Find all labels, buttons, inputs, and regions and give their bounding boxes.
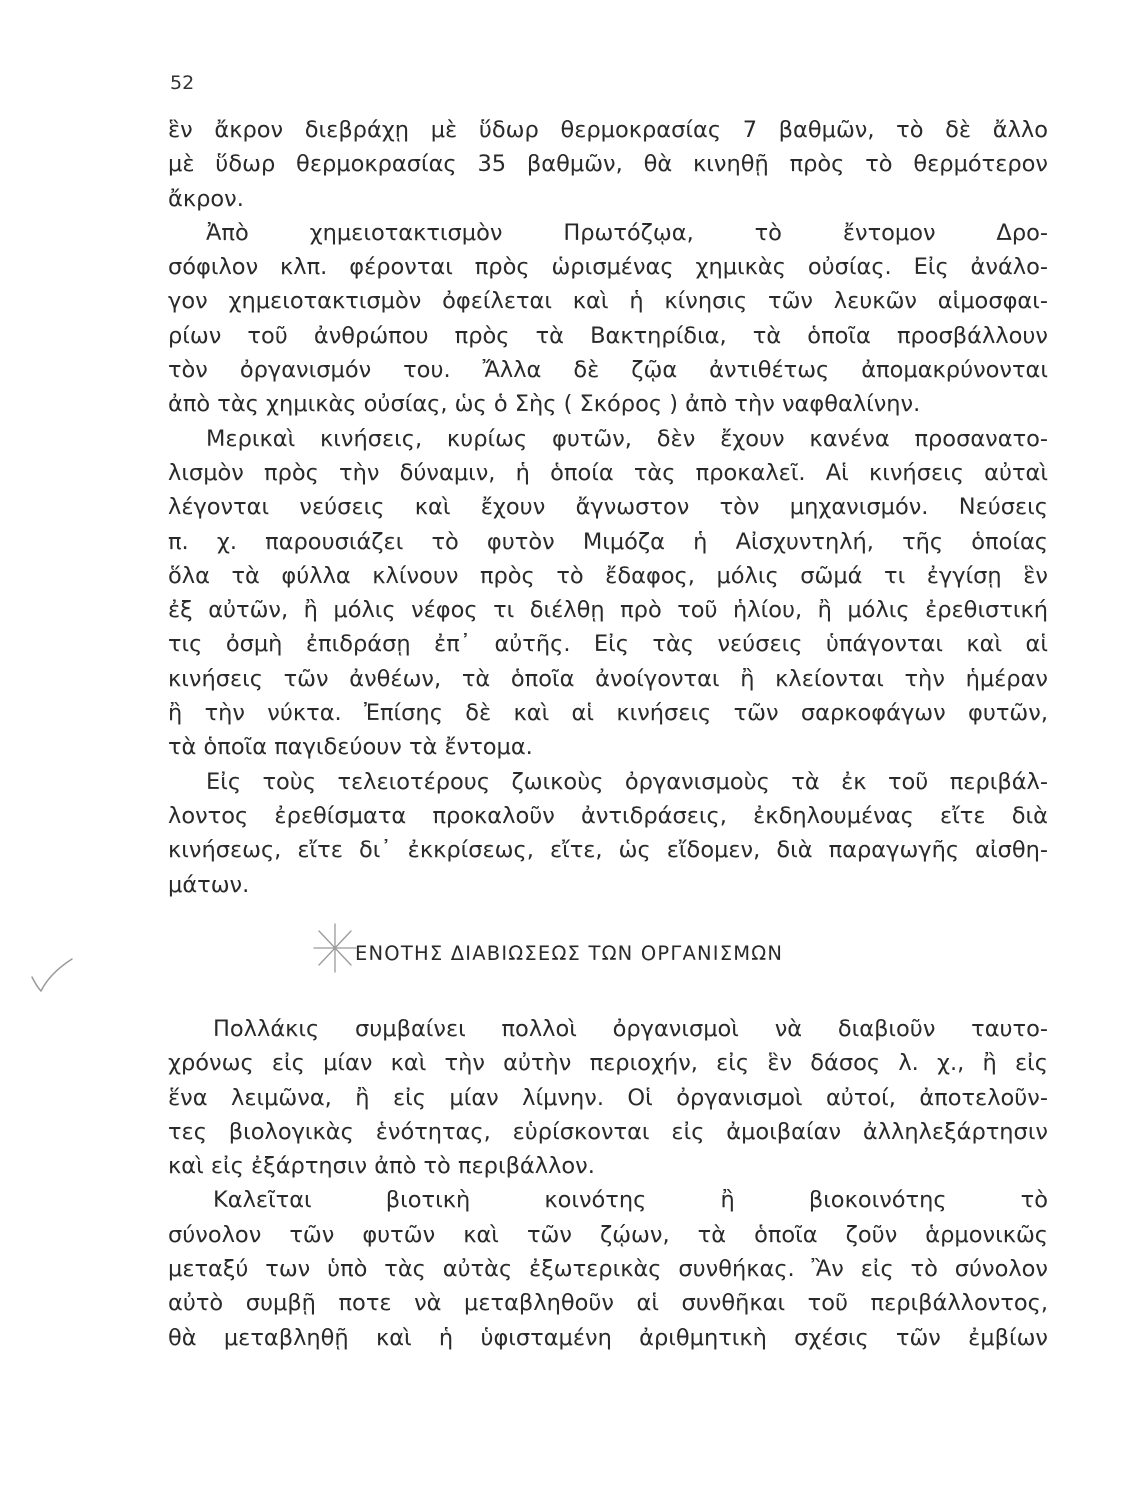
- text-line: τὰ ὁποῖα παγιδεύουν τὰ ἔντομα.: [168, 734, 533, 761]
- text-line: μεταξύ των ὑπὸ τὰς αὐτὰς ἐξωτερικὰς συνθήκας. Ἂν εἰς τὸ σύνολον: [168, 1256, 1048, 1283]
- text-line: Πολλάκις συμβαίνει πολλοὶ ὀργανισμοὶ νὰ διαβιοῦν ταυτο-: [213, 1016, 1048, 1042]
- text-line: Ἀπὸ χημειοτακτισμὸν Πρωτόζῳα, τὸ ἔντομον Δρο-: [206, 219, 1048, 246]
- text-line: ὅλα τὰ φύλλα κλίνουν πρὸς τὸ ἔδαφος, μόλις σῶμά τι ἐγγίσῃ ἓν: [168, 562, 1048, 589]
- text-line: Εἰς τοὺς τελειοτέρους ζωικοὺς ὀργανισμοὺς τὰ ἐκ τοῦ περιβάλ-: [206, 768, 1048, 795]
- text-line: χρόνως εἰς μίαν καὶ τὴν αὐτὴν περιοχήν, εἰς ἓν δάσος λ. χ., ἢ εἰς: [168, 1050, 1048, 1077]
- text-line: κινήσεως, εἴτε δι᾽ ἐκκρίσεως, εἴτε, ὡς εἴδομεν, διὰ παραγωγῆς αἰσθη-: [168, 837, 1048, 864]
- text-line: σόφιλον κλπ. φέρονται πρὸς ὡρισμένας χημικὰς οὐσίας. Εἰς ἀνάλο-: [168, 254, 1048, 281]
- text-line: ρίων τοῦ ἀνθρώπου πρὸς τὰ Βακτηρίδια, τὰ ὁποῖα προσβάλλουν: [168, 322, 1048, 349]
- text-line: ἕνα λειμῶνα, ἢ εἰς μίαν λίμνην. Οἱ ὀργανισμοὶ αὐτοί, ἀποτελοῦν-: [168, 1084, 1048, 1111]
- text-line: ἀπὸ τὰς χημικὰς οὐσίας, ὡς ὁ Σὴς ( Σκόρος ) ἀπὸ τὴν ναφθαλίνην.: [168, 391, 921, 418]
- text-line: λισμὸν πρὸς τὴν δύναμιν, ἡ ὁποία τὰς προκαλεῖ. Αἱ κινήσεις αὐταὶ: [168, 459, 1048, 486]
- page-number: 52: [170, 72, 195, 94]
- text-line: λοντος ἐρεθίσματα προκαλοῦν ἀντιδράσεις, ἐκδηλουμένας εἴτε διὰ: [168, 802, 1048, 829]
- body-text-top: [168, 113, 1048, 902]
- pencil-check-mark: [28, 955, 76, 995]
- text-line: π. χ. παρουσιάζει τὸ φυτὸν Μιμόζα ἡ Αἰσχυντηλή, τῆς ὁποίας: [168, 528, 1048, 555]
- text-line: Καλεῖται βιοτικὴ κοινότης ἢ βιοκοινότης τὸ: [213, 1187, 1048, 1214]
- text-line: αὐτὸ συμβῇ ποτε νὰ μεταβληθοῦν αἱ συνθῆκαι τοῦ περιβάλλοντος,: [168, 1290, 1048, 1317]
- text-line: σύνολον τῶν φυτῶν καὶ τῶν ζῴων, τὰ ὁποῖα ζοῦν ἁρμονικῶς: [168, 1221, 1048, 1248]
- text-line: ἄκρον.: [168, 185, 244, 212]
- text-line: θὰ μεταβληθῇ καὶ ἡ ὑφισταμένη ἀριθμητικὴ σχέσις τῶν ἐμβίων: [168, 1324, 1048, 1351]
- section-heading: ΕΝΟΤΗΣ ΔΙΑΒΙΩΣΕΩΣ ΤΩΝ ΟΡΓΑΝΙΣΜΩΝ: [355, 942, 784, 965]
- text-line: ἢ τὴν νύκτα. Ἐπίσης δὲ καὶ αἱ κινήσεις τῶν σαρκοφάγων φυτῶν,: [168, 700, 1048, 727]
- text-line: ἐξ αὐτῶν, ἢ μόλις νέφος τι διέλθῃ πρὸ τοῦ ἡλίου, ἢ μόλις ἐρεθιστική: [168, 597, 1048, 624]
- text-line: ἓν ἄκρον διεβράχῃ μὲ ὕδωρ θερμοκρασίας 7 βαθμῶν, τὸ δὲ ἄλλο: [168, 117, 1048, 143]
- text-line: τες βιολογικὰς ἑνότητας, εὑρίσκονται εἰς ἀμοιβαίαν ἀλληλεξάρτησιν: [168, 1118, 1048, 1145]
- text-line: γον χημειοτακτισμὸν ὀφείλεται καὶ ἡ κίνησις τῶν λευκῶν αἱμοσφαι-: [168, 288, 1048, 315]
- text-line: κινήσεις τῶν ἀνθέων, τὰ ὁποῖα ἀνοίγονται ἢ κλείονται τὴν ἡμέραν: [168, 665, 1048, 692]
- text-line: Μερικαὶ κινήσεις, κυρίως φυτῶν, δὲν ἔχουν κανένα προσανατο-: [206, 425, 1048, 452]
- text-line: τις ὀσμὴ ἐπιδράσῃ ἐπ᾽ αὐτῆς. Εἰς τὰς νεύσεις ὑπάγονται καὶ αἱ: [168, 631, 1048, 658]
- text-line: μὲ ὕδωρ θερμοκρασίας 35 βαθμῶν, θὰ κινηθῇ πρὸς τὸ θερμότερον: [168, 151, 1048, 178]
- text-line: καὶ εἰς ἐξάρτησιν ἀπὸ τὸ περιβάλλον.: [168, 1153, 595, 1180]
- text-line: τὸν ὀργανισμόν του. Ἄλλα δὲ ζῷα ἀντιθέτως ἀπομακρύνονται: [168, 357, 1048, 384]
- body-text-bottom: [168, 1012, 1048, 1355]
- text-line: λέγονται νεύσεις καὶ ἔχουν ἄγνωστον τὸν μηχανισμόν. Νεύσεις: [168, 494, 1048, 521]
- text-line: μάτων.: [168, 871, 250, 898]
